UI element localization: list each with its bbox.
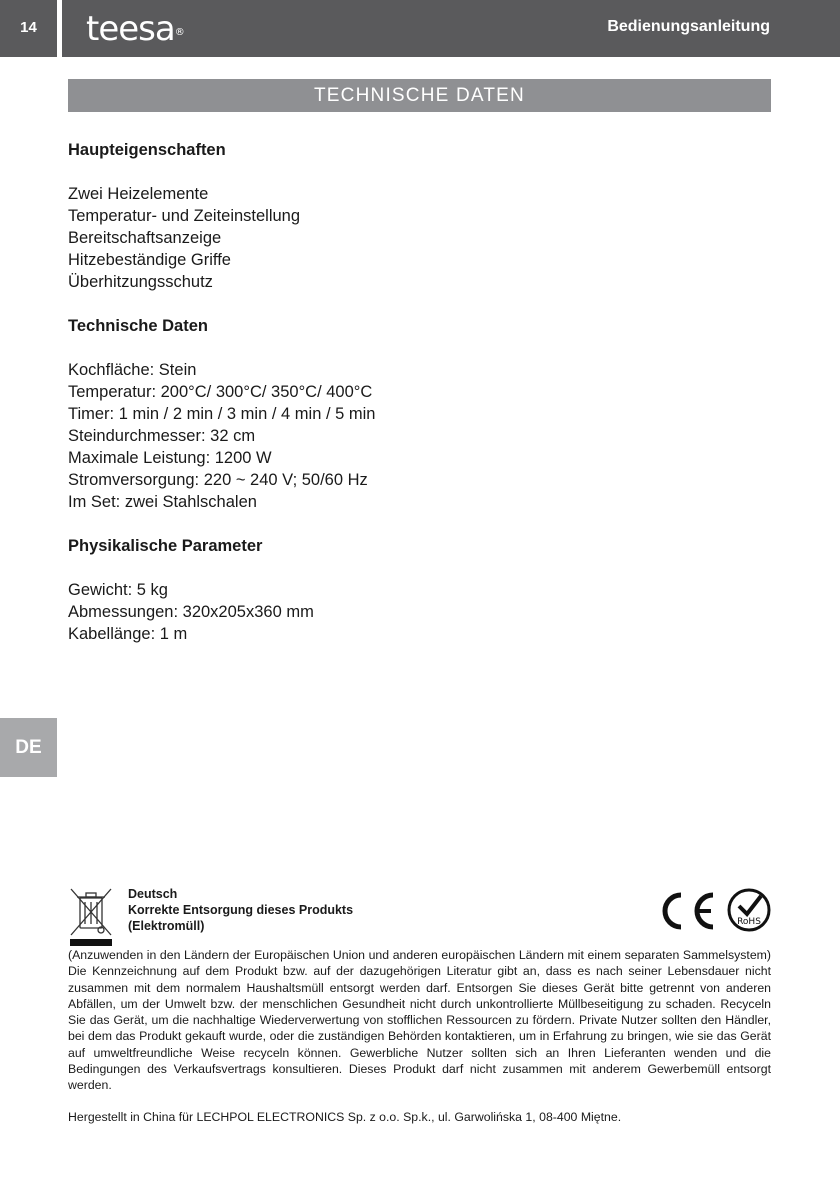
crossed-out-wheelie-bin-icon xyxy=(68,886,114,946)
list-item: Hitzebeständige Griffe xyxy=(68,251,231,269)
svg-text:RoHS: RoHS xyxy=(737,917,761,927)
header-bar xyxy=(62,0,840,57)
list-item: Stromversorgung: 220 ~ 240 V; 50/60 Hz xyxy=(68,471,368,489)
disposal-title-line: Korrekte Entsorgung dieses Produkts xyxy=(128,903,354,917)
header-title: Bedienungsanleitung xyxy=(607,18,770,35)
section-title: TECHNISCHE DATEN xyxy=(68,79,771,112)
list-item: Im Set: zwei Stahlschalen xyxy=(68,493,257,511)
list-item: Timer: 1 min / 2 min / 3 min / 4 min / 5 min xyxy=(68,405,376,423)
list-item: Gewicht: 5 kg xyxy=(68,581,168,599)
manufacturer-note: Hergestellt in China für LECHPOL ELECTRONICS Sp. z o.o. Sp.k., ul. Garwolińska 1, 08-400 Miętne. xyxy=(68,1110,622,1124)
technical-data-heading: Technische Daten xyxy=(68,317,208,335)
main-features-list xyxy=(68,183,771,293)
ce-mark-icon xyxy=(655,891,717,931)
physical-parameters-group xyxy=(68,535,771,645)
list-item: Steindurchmesser: 32 cm xyxy=(68,427,256,445)
disposal-body: (Anzuwenden in den Ländern der Europäischen Union und anderen europäischen Ländern mit einem separaten Sammelsystem) Die Kennzeichnung auf dem Produkt bzw. auf der dazugehörigen Literatur gibt an, dass es nach seiner Lebensdauer nicht zusammen mit dem normalem Haushaltsmüll entsorgt werden darf. Entsorgen Sie dieses Gerät bitte getrennt von anderen Abfällen, um der Umwelt bzw. der menschlichen Gesundheit nicht durch unkontrollierte Müllbeseitigung zu schaden. Recyceln Sie das Gerät, um die nachhaltige Wiederverwertung von stofflichen Ressourcen zu fördern. Private Nutzer sollten den Händler, bei dem das Produkt gekauft wurde, oder die zuständigen Behörden kontaktieren, um in Erfahrung zu bringen, wie sie das Gerät auf umweltfreundliche Weise recyceln können. Gewerbliche Nutzer sollten sich an Ihren Lieferanten wenden und die Bedingungen des Verkaufsvertrags konsultieren. Dieses Produkt darf nicht zusammen mit anderem Gewerbemüll entsorgt werden. xyxy=(68,948,771,1093)
technical-data-group xyxy=(68,315,771,513)
list-item: Zwei Heizelemente xyxy=(68,185,209,203)
brand-logo: teesa® xyxy=(86,9,184,49)
language-tab: DE xyxy=(0,718,57,777)
list-item: Überhitzungsschutz xyxy=(68,273,213,291)
disposal-title-line: Deutsch xyxy=(128,887,178,901)
list-item: Bereitschaftsanzeige xyxy=(68,229,222,247)
list-item: Abmessungen: 320x205x360 mm xyxy=(68,603,314,621)
main-features-group xyxy=(68,139,771,293)
list-item: Kochfläche: Stein xyxy=(68,361,197,379)
technical-data-list xyxy=(68,359,771,513)
disposal-title-line: (Elektromüll) xyxy=(128,919,205,933)
physical-parameters-list xyxy=(68,579,771,645)
list-item: Temperatur: 200°C/ 300°C/ 350°C/ 400°C xyxy=(68,383,373,401)
page-number: 14 xyxy=(0,0,57,57)
spec-content xyxy=(68,139,771,645)
list-item: Kabellänge: 1 m xyxy=(68,625,188,643)
disposal-title xyxy=(128,886,353,934)
main-features-heading: Haupteigenschaften xyxy=(68,141,226,159)
list-item: Maximale Leistung: 1200 W xyxy=(68,449,272,467)
list-item: Temperatur- und Zeiteinstellung xyxy=(68,207,301,225)
rohs-check-icon xyxy=(727,888,771,932)
physical-parameters-heading: Physikalische Parameter xyxy=(68,537,263,555)
